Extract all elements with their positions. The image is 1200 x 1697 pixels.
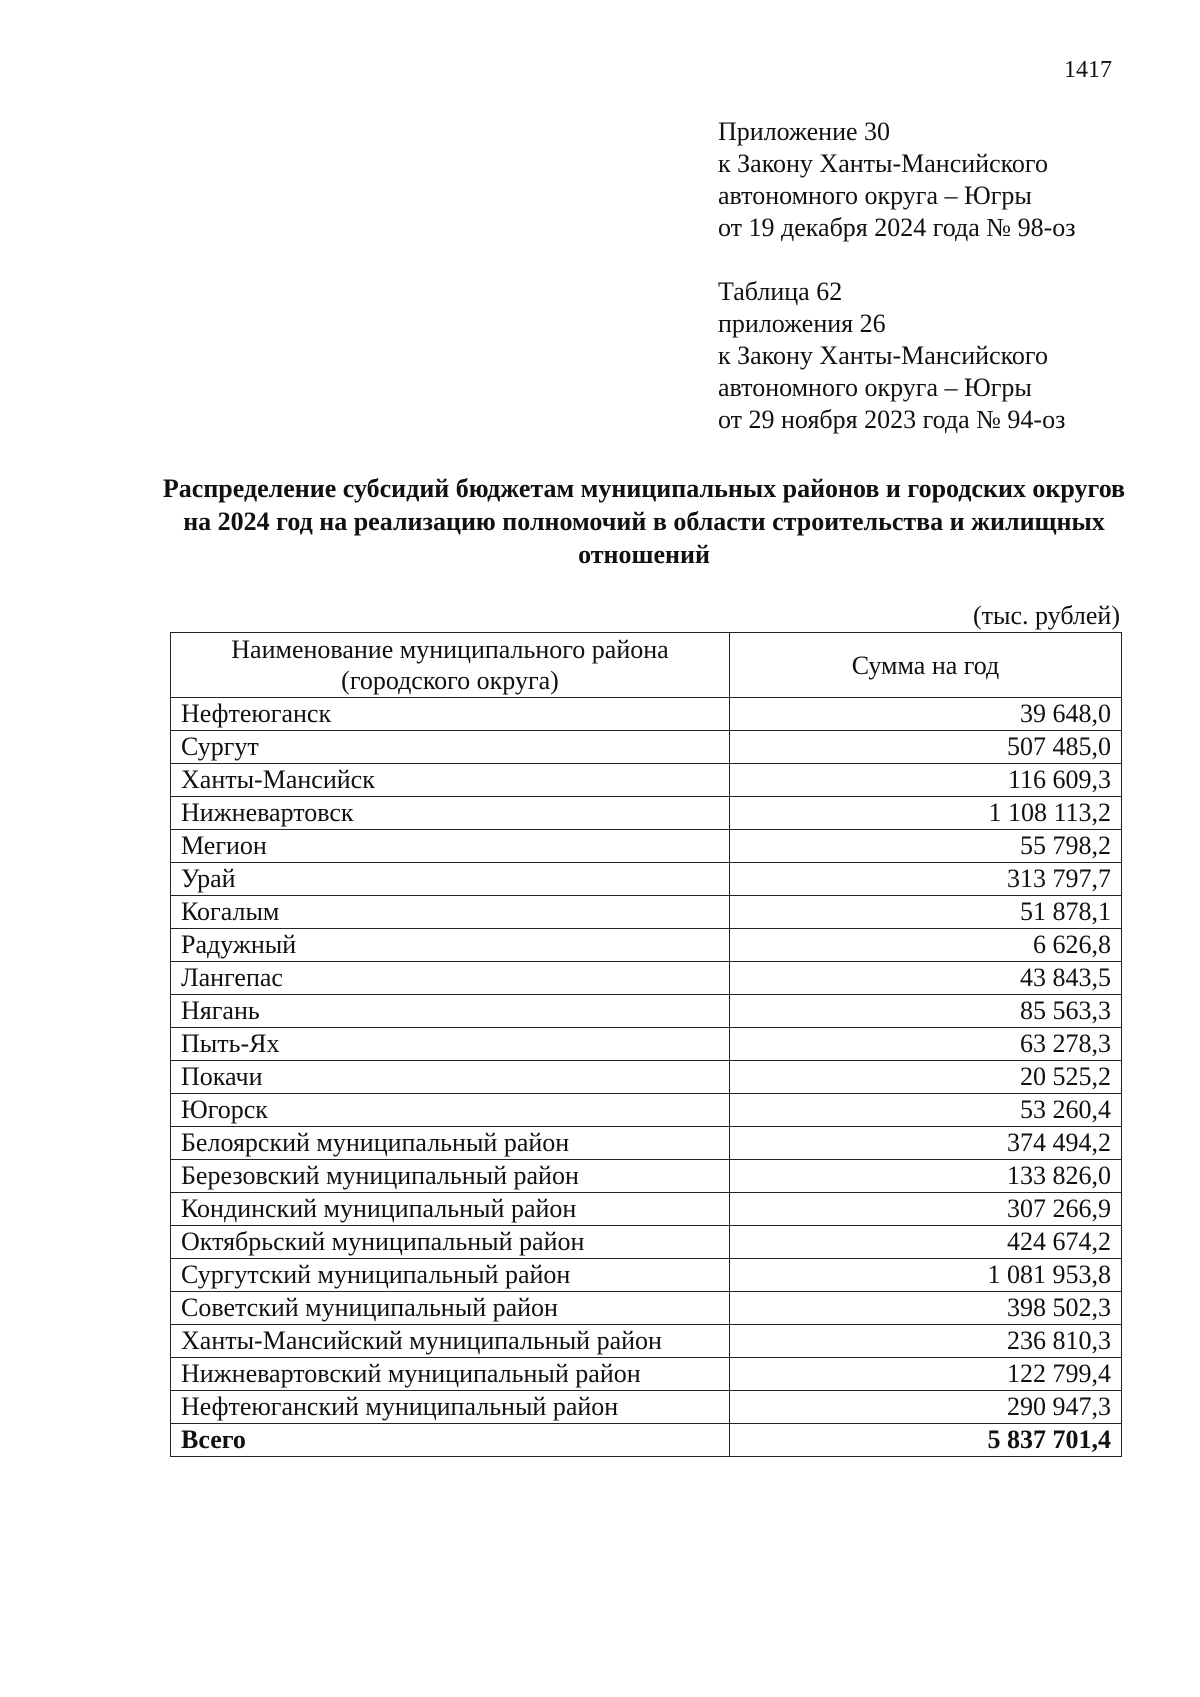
- subsidy-amount: 20 525,2: [730, 1061, 1122, 1094]
- units-label: (тыс. рублей): [972, 601, 1120, 630]
- appendix-line: от 19 декабря 2024 года № 98-оз: [718, 213, 1076, 242]
- municipality-name: Нефтеюганский муниципальный район: [171, 1391, 730, 1424]
- table-row: [171, 830, 1122, 863]
- table-reference-line: приложения 26: [718, 309, 886, 338]
- subsidy-amount: 85 563,3: [730, 995, 1122, 1028]
- subsidy-amount: 39 648,0: [730, 698, 1122, 731]
- municipality-name: Пыть-Ях: [171, 1028, 730, 1061]
- table-row: [171, 1292, 1122, 1325]
- municipality-name: Югорск: [171, 1094, 730, 1127]
- table-row: [171, 995, 1122, 1028]
- page-number: 1417: [1064, 57, 1112, 83]
- municipality-name: Октябрьский муниципальный район: [171, 1226, 730, 1259]
- subsidy-amount: 398 502,3: [730, 1292, 1122, 1325]
- municipality-name: Нягань: [171, 995, 730, 1028]
- table-row: [171, 896, 1122, 929]
- appendix-line: к Закону Ханты-Мансийского: [718, 149, 1048, 178]
- subsidy-amount: 424 674,2: [730, 1226, 1122, 1259]
- appendix-reference: [718, 116, 1076, 244]
- subsidy-amount: 1 108 113,2: [730, 797, 1122, 830]
- table-row: [171, 962, 1122, 995]
- document-title: Распределение субсидий бюджетам муниципальных районов и городских округов на 2024 год на реализацию полномочий в области строительства и жилищных отношений: [162, 474, 1126, 569]
- table-row: [171, 698, 1122, 731]
- municipality-name: Нижневартовский муниципальный район: [171, 1358, 730, 1391]
- subsidy-amount: 53 260,4: [730, 1094, 1122, 1127]
- subsidies-table: [170, 632, 1122, 1457]
- subsidy-amount: 1 081 953,8: [730, 1259, 1122, 1292]
- table-row: [171, 1094, 1122, 1127]
- table-reference: [718, 276, 1065, 436]
- table-reference-line: к Закону Ханты-Мансийского: [718, 341, 1048, 370]
- subsidy-amount: 307 266,9: [730, 1193, 1122, 1226]
- table-row: [171, 863, 1122, 896]
- municipality-name: Сургут: [171, 731, 730, 764]
- table-reference-line: автономного округа – Югры: [718, 373, 1032, 402]
- municipality-name: Сургутский муниципальный район: [171, 1259, 730, 1292]
- municipality-name: Белоярский муниципальный район: [171, 1127, 730, 1160]
- municipality-name: Ханты-Мансийск: [171, 764, 730, 797]
- subsidy-amount: 116 609,3: [730, 764, 1122, 797]
- municipality-name: Березовский муниципальный район: [171, 1160, 730, 1193]
- subsidy-amount: 133 826,0: [730, 1160, 1122, 1193]
- table-row: [171, 1358, 1122, 1391]
- column-header-name: Наименование муниципального района (городского округа): [171, 633, 730, 698]
- municipality-name: Советский муниципальный район: [171, 1292, 730, 1325]
- subsidy-amount: 6 626,8: [730, 929, 1122, 962]
- municipality-name: Урай: [171, 863, 730, 896]
- table-header-row: [171, 633, 1122, 698]
- total-row: [171, 1424, 1122, 1457]
- table-row: [171, 929, 1122, 962]
- table-row: [171, 1259, 1122, 1292]
- municipality-name: Покачи: [171, 1061, 730, 1094]
- subsidy-amount: 290 947,3: [730, 1391, 1122, 1424]
- subsidy-amount: 313 797,7: [730, 863, 1122, 896]
- appendix-line: Приложение 30: [718, 117, 891, 146]
- subsidy-amount: 63 278,3: [730, 1028, 1122, 1061]
- municipality-name: Ханты-Мансийский муниципальный район: [171, 1325, 730, 1358]
- column-header-amount: Сумма на год: [730, 633, 1122, 698]
- table-row: [171, 1193, 1122, 1226]
- table-reference-line: Таблица 62: [718, 277, 843, 306]
- table-row: [171, 1160, 1122, 1193]
- municipality-name: Нижневартовск: [171, 797, 730, 830]
- total-label: Всего: [171, 1424, 730, 1457]
- appendix-line: автономного округа – Югры: [718, 181, 1032, 210]
- municipality-name: Мегион: [171, 830, 730, 863]
- total-amount: 5 837 701,4: [730, 1424, 1122, 1457]
- subsidy-amount: 507 485,0: [730, 731, 1122, 764]
- municipality-name: Кондинский муниципальный район: [171, 1193, 730, 1226]
- table-reference-line: от 29 ноября 2023 года № 94-оз: [718, 405, 1066, 434]
- municipality-name: Лангепас: [171, 962, 730, 995]
- table-row: [171, 1028, 1122, 1061]
- table-row: [171, 731, 1122, 764]
- subsidy-amount: 55 798,2: [730, 830, 1122, 863]
- subsidy-amount: 122 799,4: [730, 1358, 1122, 1391]
- table-row: [171, 1061, 1122, 1094]
- municipality-name: Нефтеюганск: [171, 698, 730, 731]
- subsidy-amount: 43 843,5: [730, 962, 1122, 995]
- subsidy-amount: 51 878,1: [730, 896, 1122, 929]
- table-row: [171, 1127, 1122, 1160]
- table-row: [171, 764, 1122, 797]
- table-row: [171, 797, 1122, 830]
- table-row: [171, 1325, 1122, 1358]
- table-row: [171, 1391, 1122, 1424]
- municipality-name: Радужный: [171, 929, 730, 962]
- subsidy-amount: 236 810,3: [730, 1325, 1122, 1358]
- municipality-name: Когалым: [171, 896, 730, 929]
- table-row: [171, 1226, 1122, 1259]
- subsidy-amount: 374 494,2: [730, 1127, 1122, 1160]
